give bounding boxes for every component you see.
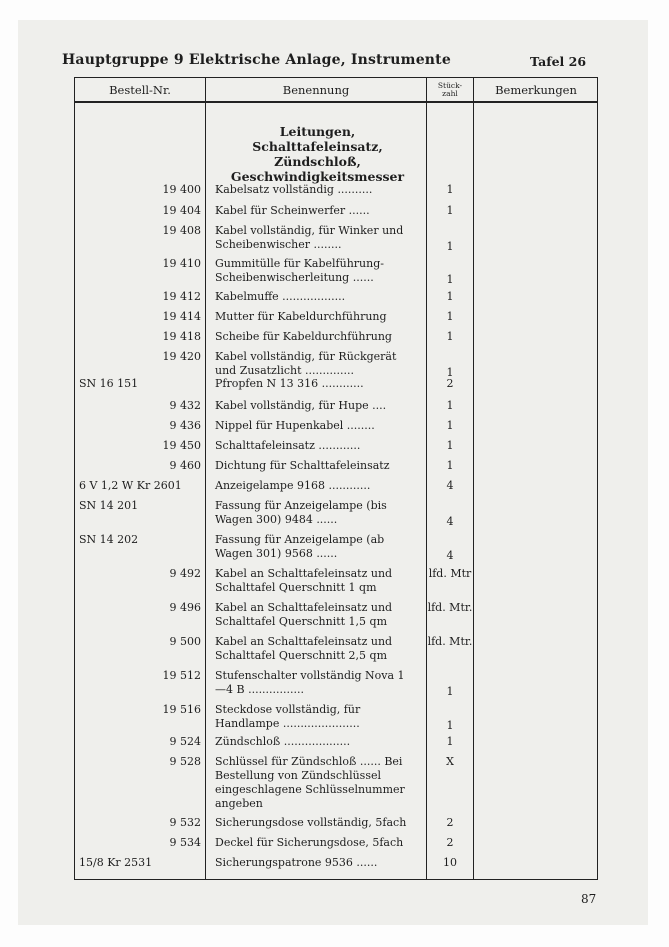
quantity: 1 [446,290,454,303]
quantity: 1 [446,735,454,748]
quantity: lfd. Mtr. [427,635,473,648]
quantity: 1 [446,183,454,196]
quantity: X [446,755,454,768]
part-name: Gummitülle für Kabelführung-Scheibenwischerleitung ...... [215,257,384,284]
column-header-name: Benennung [282,82,350,97]
quantity: 2 [446,836,454,849]
column-header-qty-line2: zahl [442,88,458,98]
quantity: 1 [446,330,454,343]
header-divider [75,101,597,103]
part-number: 19 516 [162,703,201,716]
part-name: Pfropfen N 13 316 ............ [215,377,364,390]
quantity: lfd. Mtr [428,567,472,580]
part-number: 15/8 Kr 2531 [79,856,153,869]
part-name: Mutter für Kabeldurchführung [215,310,387,323]
part-name: Dichtung für Schalttafeleinsatz [215,459,390,472]
quantity: 2 [446,816,454,829]
column-header-remarks: Bemerkungen [495,82,577,97]
part-number: 19 512 [162,669,201,682]
part-number: 19 418 [162,330,201,343]
part-number: 9 528 [169,755,201,768]
part-number: 19 420 [162,350,201,363]
part-number: 19 400 [162,183,201,196]
quantity: lfd. Mtr. [427,601,473,614]
part-number: 9 496 [169,601,201,614]
quantity: 1 [446,273,454,286]
part-number: 9 436 [169,419,201,432]
quantity: 4 [446,549,454,562]
quantity: 4 [446,515,454,528]
part-name: Kabelsatz vollständig .......... [215,183,373,196]
part-number: SN 14 202 [79,533,139,546]
part-name: Deckel für Sicherungsdose, 5fach [215,836,404,849]
quantity: 1 [446,399,454,412]
quantity: 1 [446,310,454,323]
quantity: 1 [446,439,454,452]
part-number: 19 404 [162,204,201,217]
part-name: Sicherungsdose vollständig, 5fach [215,816,407,829]
tafel-label: Tafel 26 [530,54,587,69]
part-number: 9 492 [169,567,201,580]
quantity: 1 [446,204,454,217]
part-name: Steckdose vollständig, für Handlampe ...................... [215,703,361,730]
part-number: 9 532 [169,816,201,829]
part-name: Kabel an Schalttafeleinsatz und Schalttafel Querschnitt 1,5 qm [215,601,393,628]
part-name: Scheibe für Kabeldurchführung [215,330,392,343]
part-name: Sicherungspatrone 9536 ...... [215,856,378,869]
part-name: Kabel vollständig, für Winker und Scheibenwischer ........ [215,224,404,251]
part-name: Schlüssel für Zündschloß ...... Bei Bestellung von Zündschlüssel eingeschlagene Schlüsselnummer angeben [215,755,405,810]
quantity: 1 [446,685,454,698]
part-name: Schalttafeleinsatz ............ [215,439,361,452]
part-name: Stufenschalter vollständig Nova 1—4 B ................ [215,669,405,696]
part-name: Anzeigelampe 9168 ............ [215,479,371,492]
part-name: Fassung für Anzeigelampe (bis Wagen 300) 9484 ...... [215,499,387,526]
part-number: 19 410 [162,257,201,270]
part-number: 9 500 [169,635,201,648]
quantity: 10 [443,856,457,869]
part-number: 6 V 1,2 W Kr 2601 [79,479,182,492]
part-number: 9 524 [169,735,201,748]
part-number: 9 432 [169,399,201,412]
quantity: 1 [446,240,454,253]
part-name: Kabel an Schalttafeleinsatz und Schalttafel Querschnitt 1 qm [215,567,393,594]
part-name: Kabel für Scheinwerfer ...... [215,204,370,217]
part-name: Kabelmuffe .................. [215,290,346,303]
part-name: Nippel für Hupenkabel ........ [215,419,375,432]
part-name: Fassung für Anzeigelampe (ab Wagen 301) 9568 ...... [215,533,385,560]
quantity: 2 [446,377,454,390]
quantity: 1 [446,419,454,432]
parts-table [74,77,598,880]
part-number: 9 534 [169,836,201,849]
column-header-qty [427,78,473,101]
part-name: Kabel an Schalttafeleinsatz und Schalttafel Querschnitt 2,5 qm [215,635,393,662]
part-number: SN 14 201 [79,499,139,512]
column-divider [205,78,206,879]
part-name: Kabel vollständig, für Rückgerät und Zusatzlicht .............. [215,350,397,377]
quantity: 1 [446,366,454,379]
part-number: 19 408 [162,224,201,237]
column-divider [473,78,474,879]
part-number: 19 412 [162,290,201,303]
part-name: Kabel vollständig, für Hupe .... [215,399,387,412]
part-number: 19 450 [162,439,201,452]
quantity: 4 [446,479,454,492]
part-number: 19 414 [162,310,201,323]
part-name: Zündschloß ................... [215,735,351,748]
part-number: 9 460 [169,459,201,472]
column-header-nr: Bestell-Nr. [109,82,171,97]
section-title: Leitungen, Schalttafeleinsatz, Zündschloß, Geschwindigkeitsmesser [230,124,405,184]
part-number: SN 16 151 [79,377,139,390]
page-title: Hauptgruppe 9 Elektrische Anlage, Instrumente [62,52,451,68]
quantity: 1 [446,459,454,472]
column-header-qty-line1: Stück- [437,80,463,90]
quantity: 1 [446,719,454,732]
page-number: 87 [581,892,597,906]
